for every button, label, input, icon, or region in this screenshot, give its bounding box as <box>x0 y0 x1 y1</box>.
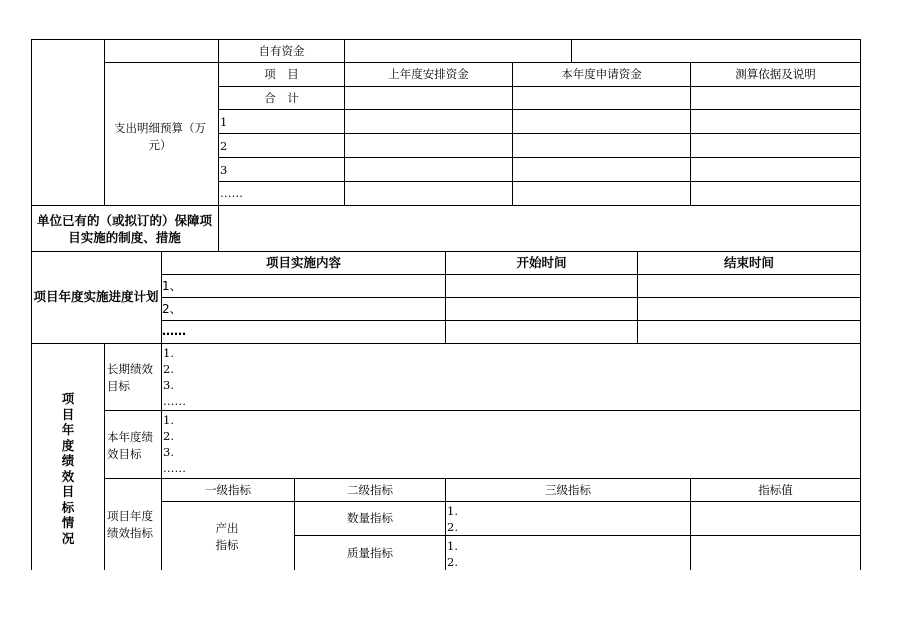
schedule-label: 项目年度实施进度计划 <box>33 289 159 304</box>
output-indicator-label: 产出指标 <box>215 521 239 552</box>
quantity-indicator-label: 数量指标 <box>347 511 393 525</box>
indicators-label: 项目年度绩效指标 <box>107 509 153 540</box>
section-divider <box>31 205 861 206</box>
col-value-header: 指标值 <box>758 483 793 497</box>
table-left-border <box>31 39 32 570</box>
long-term-item: 3. <box>163 378 174 392</box>
budget-row-label: 1 <box>220 115 228 129</box>
annual-item: 1. <box>163 413 174 427</box>
col-level1-header: 一级指标 <box>205 483 251 497</box>
budget-row-label: …… <box>220 186 243 200</box>
performance-section-label: 项目年度绩效目标情况 <box>61 391 75 546</box>
indicator-row-line <box>294 535 861 536</box>
col-item-header: 项 目 <box>264 67 299 81</box>
budget-row-line <box>218 109 861 110</box>
quantity-item: 1. <box>447 504 458 518</box>
table-right-border <box>860 39 861 570</box>
col-end-header: 结束时间 <box>723 255 774 270</box>
col-last-year-header: 上年度安排资金 <box>388 67 469 81</box>
detail-budget-label: 支出明细预算（万元） <box>114 121 206 152</box>
quantity-item: 2. <box>447 520 458 534</box>
schedule-row-line <box>161 274 861 275</box>
schedule-row-label: 2、 <box>162 302 182 316</box>
annual-item: 3. <box>163 445 174 459</box>
schedule-row-line <box>161 320 861 321</box>
annual-item: …… <box>163 461 186 475</box>
col-level2-header: 二级指标 <box>347 483 393 497</box>
indicator-header-line <box>161 501 861 502</box>
annual-label: 本年度绩效目标 <box>107 430 153 461</box>
budget-row-label: 2 <box>220 139 228 153</box>
section-divider <box>31 251 861 252</box>
schedule-row-label: 1、 <box>162 279 182 293</box>
schedule-row-line <box>161 297 861 298</box>
section-divider <box>31 343 861 344</box>
performance-sub-divider <box>161 343 162 570</box>
col-level3-header: 三级指标 <box>545 483 591 497</box>
col-start-header: 开始时间 <box>516 255 567 270</box>
total-row-label: 合 计 <box>264 91 299 105</box>
annual-item: 2. <box>163 429 174 443</box>
long-term-item: 1. <box>163 346 174 360</box>
budget-row-line <box>218 86 861 87</box>
performance-row-line <box>104 410 861 411</box>
quality-item: 1. <box>447 539 458 553</box>
schedule-row-label: …… <box>162 324 186 338</box>
table-top-border <box>31 39 861 40</box>
col-this-year-header: 本年度申请资金 <box>561 67 642 81</box>
col-basis-header: 测算依据及说明 <box>735 67 816 81</box>
long-term-label: 长期绩效目标 <box>107 362 153 393</box>
guarantee-label: 单位已有的（或拟订的）保障项目实施的制度、措施 <box>36 213 212 245</box>
performance-label-divider <box>104 343 105 570</box>
quality-item: 2. <box>447 555 458 569</box>
budget-row-line <box>104 62 861 63</box>
quality-indicator-label: 质量指标 <box>347 546 393 560</box>
guarantee-divider <box>218 205 219 251</box>
long-term-item: 2. <box>163 362 174 376</box>
self-funds-divider <box>571 39 572 62</box>
budget-row-line <box>218 181 861 182</box>
col-content-header: 项目实施内容 <box>265 255 341 270</box>
budget-row-line <box>218 157 861 158</box>
budget-row-label: 3 <box>220 163 228 177</box>
self-funds-label: 自有资金 <box>258 44 305 58</box>
performance-row-line <box>104 478 861 479</box>
long-term-item: …… <box>163 394 186 408</box>
budget-col-divider <box>104 39 105 205</box>
budget-row-line <box>218 133 861 134</box>
